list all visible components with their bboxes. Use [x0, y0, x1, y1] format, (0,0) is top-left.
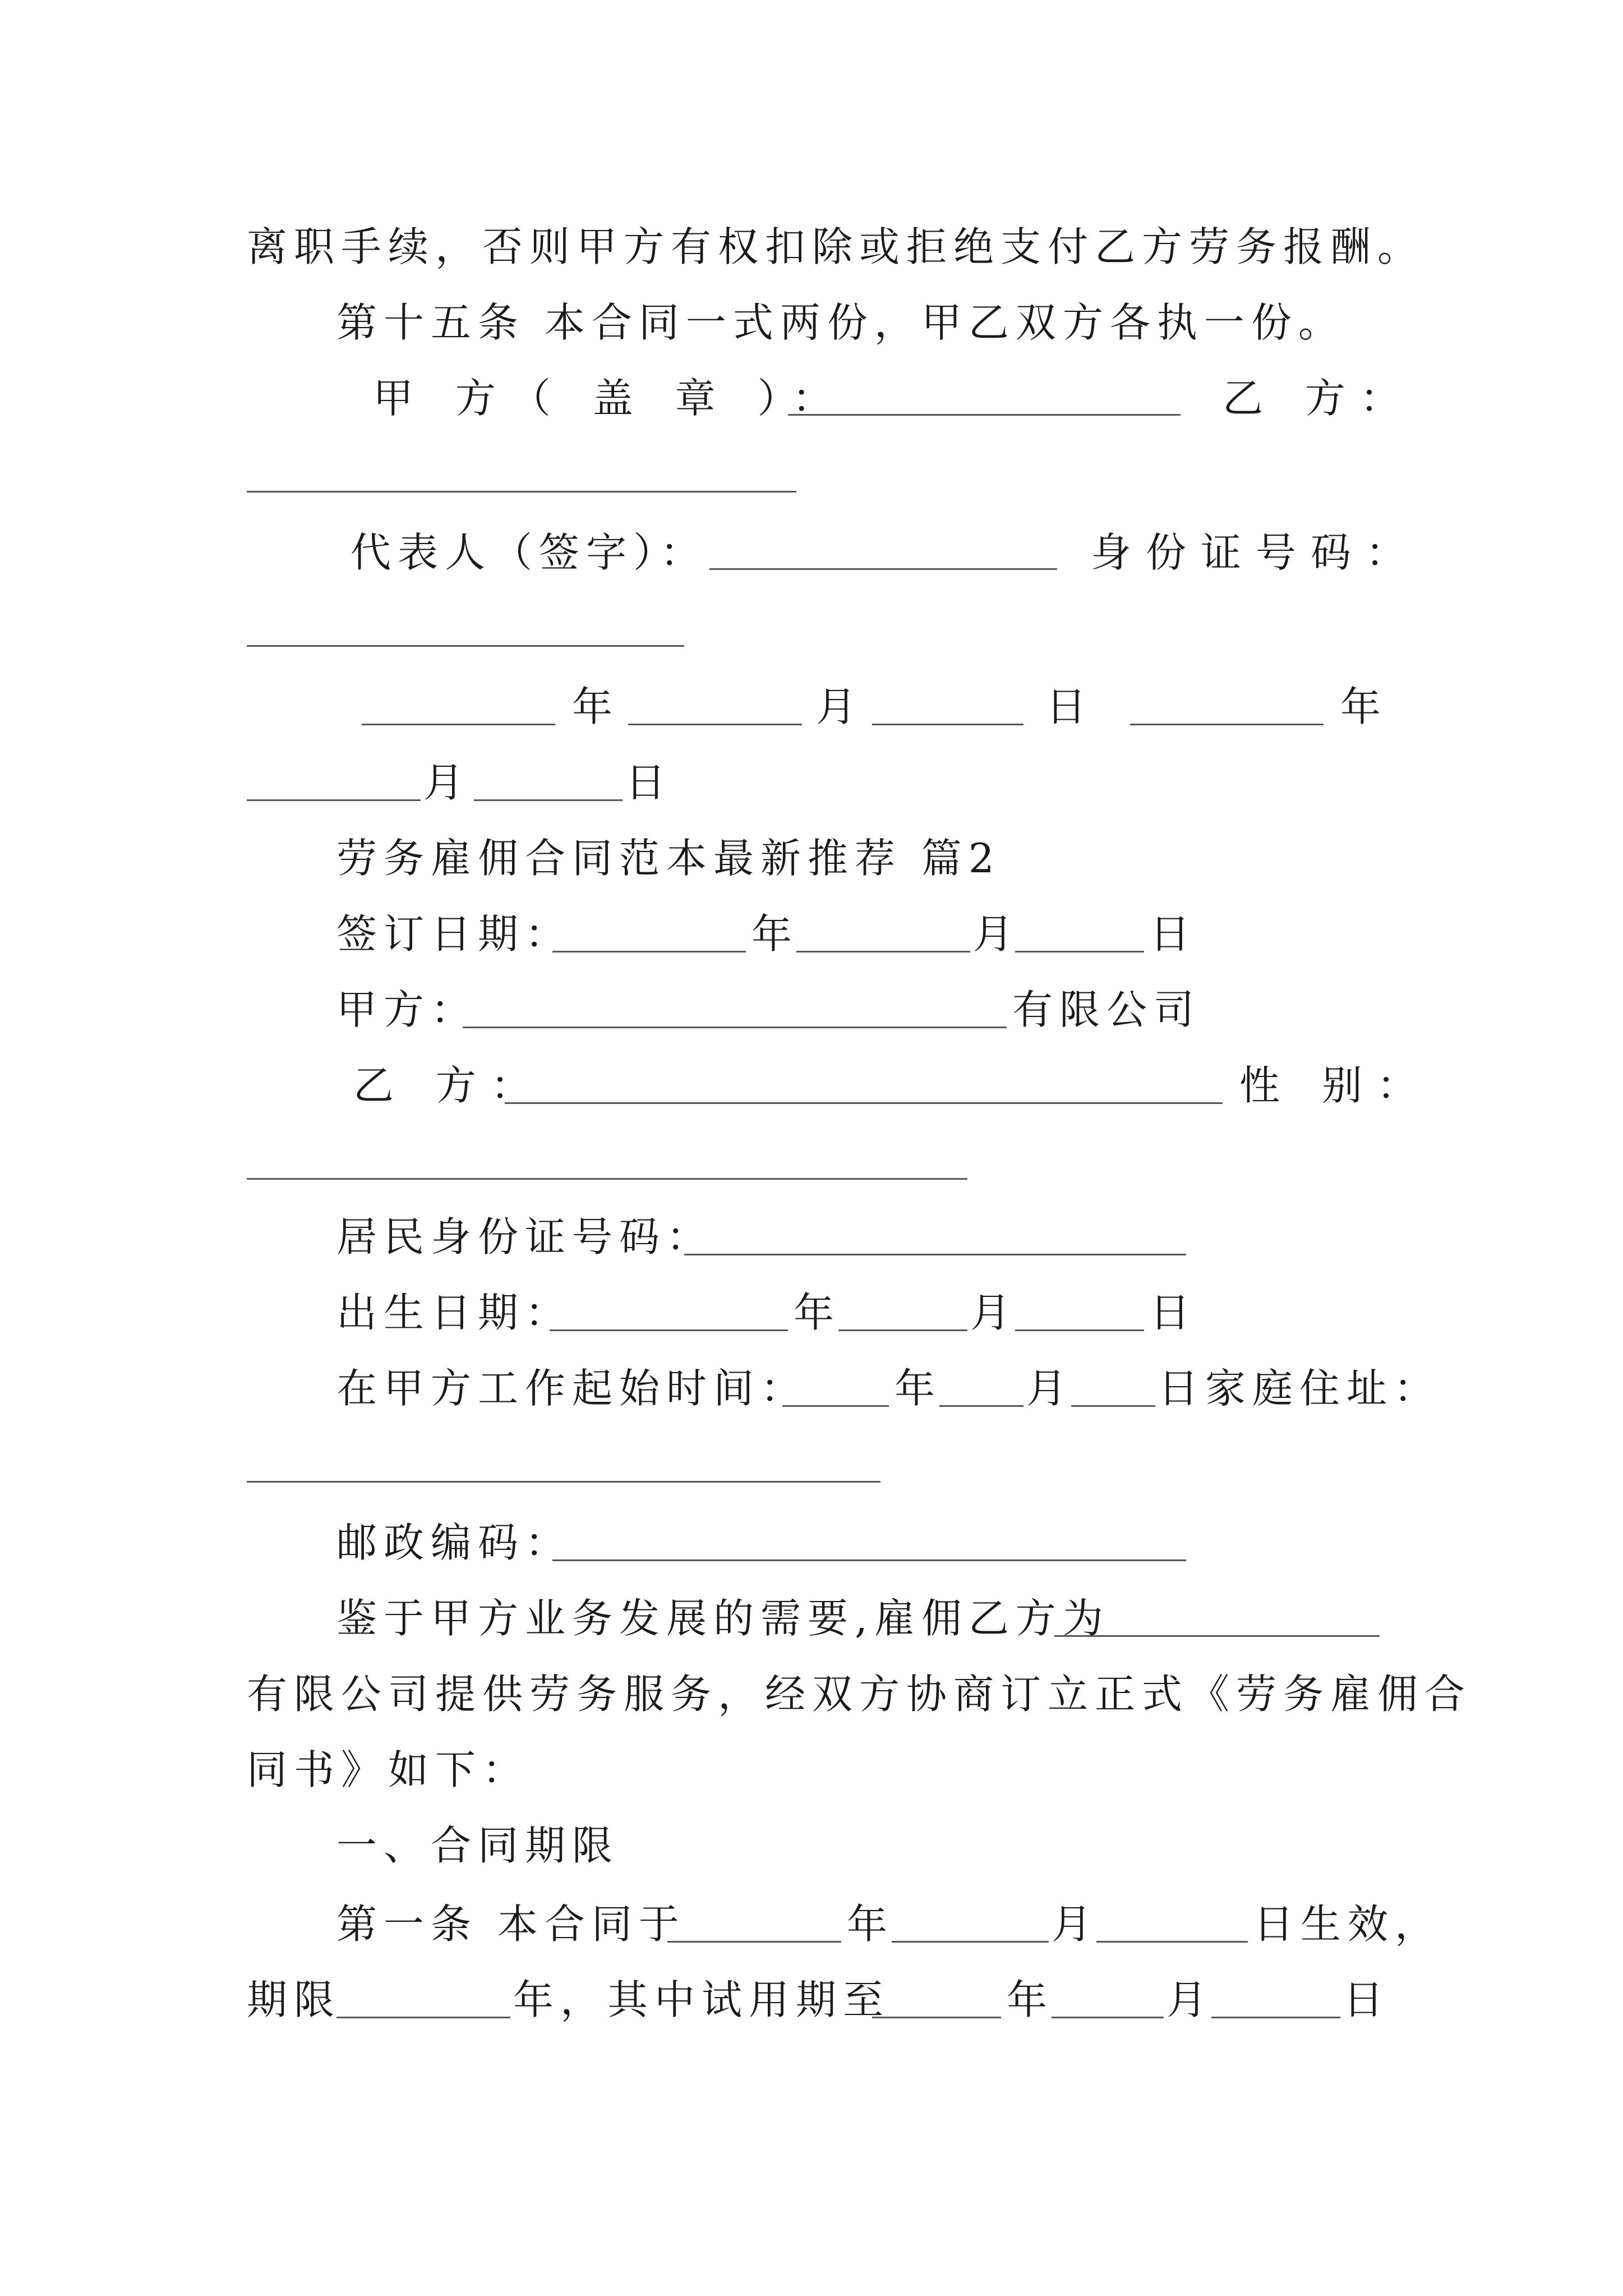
- party-b-label: [1223, 367, 1415, 429]
- party-a-seal-blank: [788, 414, 1181, 416]
- id-number-blank: [247, 645, 684, 647]
- party-a-seal-label: [373, 367, 847, 429]
- resident-id-blank: [684, 1254, 1186, 1255]
- probation-day-label: [1343, 1969, 1384, 2031]
- signing-month-blank: [796, 951, 970, 953]
- party-b-name-label: [353, 1055, 546, 1116]
- party-a-label: [336, 979, 478, 1041]
- text: 邮政编码：: [336, 1519, 573, 1566]
- probation-month-label: [1166, 1969, 1207, 2031]
- term-years-blank: [336, 2017, 510, 2018]
- probation-label: [513, 1969, 890, 2031]
- birth-month-label: [970, 1282, 1011, 1343]
- text: 期限: [247, 1976, 342, 2023]
- text: 日: [1046, 683, 1087, 730]
- text: 有限公司: [1012, 986, 1201, 1033]
- text: 年: [794, 1289, 834, 1336]
- text: 鉴于甲方业务发展的需要,雇佣乙方为: [336, 1595, 1110, 1642]
- effective-year-label: [847, 1893, 887, 1955]
- birth-date-label: [336, 1282, 572, 1343]
- start-day-blank: [1071, 1405, 1155, 1407]
- text: 年: [847, 1901, 888, 1948]
- birth-month-blank: [838, 1329, 967, 1331]
- month-label-2: [423, 752, 464, 813]
- text: 日: [1150, 1289, 1191, 1336]
- text-line-1: [247, 216, 1424, 278]
- text-line-16: [247, 1663, 1472, 1725]
- probation-day-blank: [1211, 2017, 1340, 2018]
- text: 月: [973, 910, 1014, 958]
- effective-day-label: [1253, 1893, 1442, 1955]
- month-label-1: [816, 676, 856, 738]
- resident-id-label: [336, 1206, 713, 1268]
- start-year-blank: [782, 1405, 889, 1407]
- signing-date-label: [336, 903, 572, 965]
- text: 甲方：: [336, 986, 478, 1033]
- text: 日家庭住址：: [1158, 1365, 1441, 1412]
- section-heading: [336, 827, 1001, 889]
- text: 日: [625, 759, 666, 806]
- representative-label: [351, 522, 707, 583]
- text: 性 别：: [1239, 1062, 1432, 1109]
- address-blank: [247, 1481, 880, 1483]
- text: 月: [423, 759, 464, 806]
- text: 在甲方工作起始时间：: [336, 1365, 808, 1412]
- text: 年: [1340, 683, 1381, 730]
- text: 同书》如下：: [247, 1746, 530, 1793]
- term-label: [247, 1969, 341, 2031]
- birth-year-label: [794, 1282, 834, 1343]
- gender-label: [1239, 1055, 1432, 1116]
- text: 离职手续，否则甲方有权扣除或拒绝支付乙方劳务报酬。: [247, 223, 1425, 270]
- birth-day-label: [1150, 1282, 1190, 1343]
- text: 月: [1052, 1901, 1092, 1948]
- start-time-label: [336, 1358, 808, 1419]
- text: 代表人（签字）：: [351, 529, 708, 576]
- text: 签订日期：: [336, 910, 573, 958]
- signing-month-label: [973, 903, 1013, 965]
- text: 有限公司提供劳务服务，经双方协商订立正式《劳务雇佣合: [247, 1671, 1472, 1718]
- effective-year-blank: [667, 1941, 841, 1943]
- service-company-blank: [1054, 1635, 1380, 1637]
- text: 月: [970, 1289, 1011, 1336]
- probation-month-blank: [1052, 2017, 1164, 2018]
- date-blank-day-2: [474, 799, 623, 801]
- text-line-15: [336, 1588, 1110, 1649]
- text: 身份证号码：: [1091, 529, 1421, 576]
- year-label-2: [1340, 676, 1381, 738]
- text: 月: [1026, 1365, 1067, 1412]
- effective-month-label: [1052, 1893, 1092, 1955]
- text: 甲 方（ 盖 章 ）：: [373, 375, 847, 422]
- postal-code-blank: [552, 1559, 1186, 1561]
- date-blank-year-2: [1130, 724, 1324, 725]
- date-blank-year-1: [362, 724, 555, 725]
- text: 年: [895, 1365, 935, 1412]
- signing-day-blank: [1015, 951, 1144, 953]
- contract-term-heading: [336, 1815, 619, 1876]
- probation-year-blank: [872, 2017, 1001, 2018]
- text-line-17: [247, 1739, 529, 1801]
- text: 月: [816, 683, 857, 730]
- text: 乙 方：: [353, 1062, 546, 1109]
- signing-day-label: [1150, 903, 1190, 965]
- text: 月: [1166, 1976, 1207, 2023]
- text: 年: [751, 910, 792, 958]
- text: 日: [1343, 1976, 1384, 2023]
- text: 居民身份证号码：: [336, 1213, 714, 1260]
- effective-month-blank: [892, 1941, 1049, 1943]
- start-month-blank: [939, 1405, 1023, 1407]
- text: 第一条 本合同于: [336, 1901, 686, 1948]
- start-month-label: [1026, 1358, 1067, 1419]
- day-label-2: [625, 752, 666, 813]
- postal-code-label: [336, 1512, 572, 1573]
- birth-year-blank: [550, 1329, 788, 1331]
- date-blank-day-1: [872, 724, 1023, 725]
- day-label-1: [1046, 676, 1086, 738]
- start-day-address-label: [1158, 1358, 1441, 1419]
- party-b-name-blank: [505, 1102, 1223, 1104]
- text: 一、合同期限: [336, 1822, 620, 1869]
- text: 年，其中试用期至: [513, 1976, 891, 2023]
- signing-year-label: [751, 903, 792, 965]
- text: 第十五条 本合同一式两份，甲乙双方各执一份。: [336, 299, 1345, 346]
- article-1-label: [336, 1893, 686, 1955]
- start-year-label: [895, 1358, 935, 1419]
- probation-year-label: [1007, 1969, 1047, 2031]
- party-b-blank: [247, 491, 796, 493]
- text: 日: [1150, 910, 1191, 958]
- gender-blank: [247, 1178, 967, 1180]
- effective-day-blank: [1096, 1941, 1248, 1943]
- birth-day-blank: [1015, 1329, 1144, 1331]
- text: 劳务雇佣合同范本最新推荐 篇2: [336, 835, 1001, 882]
- company-suffix: [1012, 979, 1201, 1041]
- text: 日生效，: [1253, 1901, 1442, 1948]
- text-line-2: [336, 292, 1345, 353]
- signing-year-blank: [552, 951, 746, 953]
- text: 出生日期：: [336, 1289, 573, 1336]
- text: 年: [572, 683, 613, 730]
- text: 年: [1007, 1976, 1048, 2023]
- id-number-label: [1091, 522, 1421, 583]
- date-blank-month-1: [628, 724, 802, 725]
- text: 乙 方：: [1223, 375, 1415, 422]
- representative-blank: [709, 568, 1057, 570]
- party-a-blank: [463, 1027, 1007, 1028]
- date-blank-month-2: [247, 799, 421, 801]
- year-label-1: [572, 676, 612, 738]
